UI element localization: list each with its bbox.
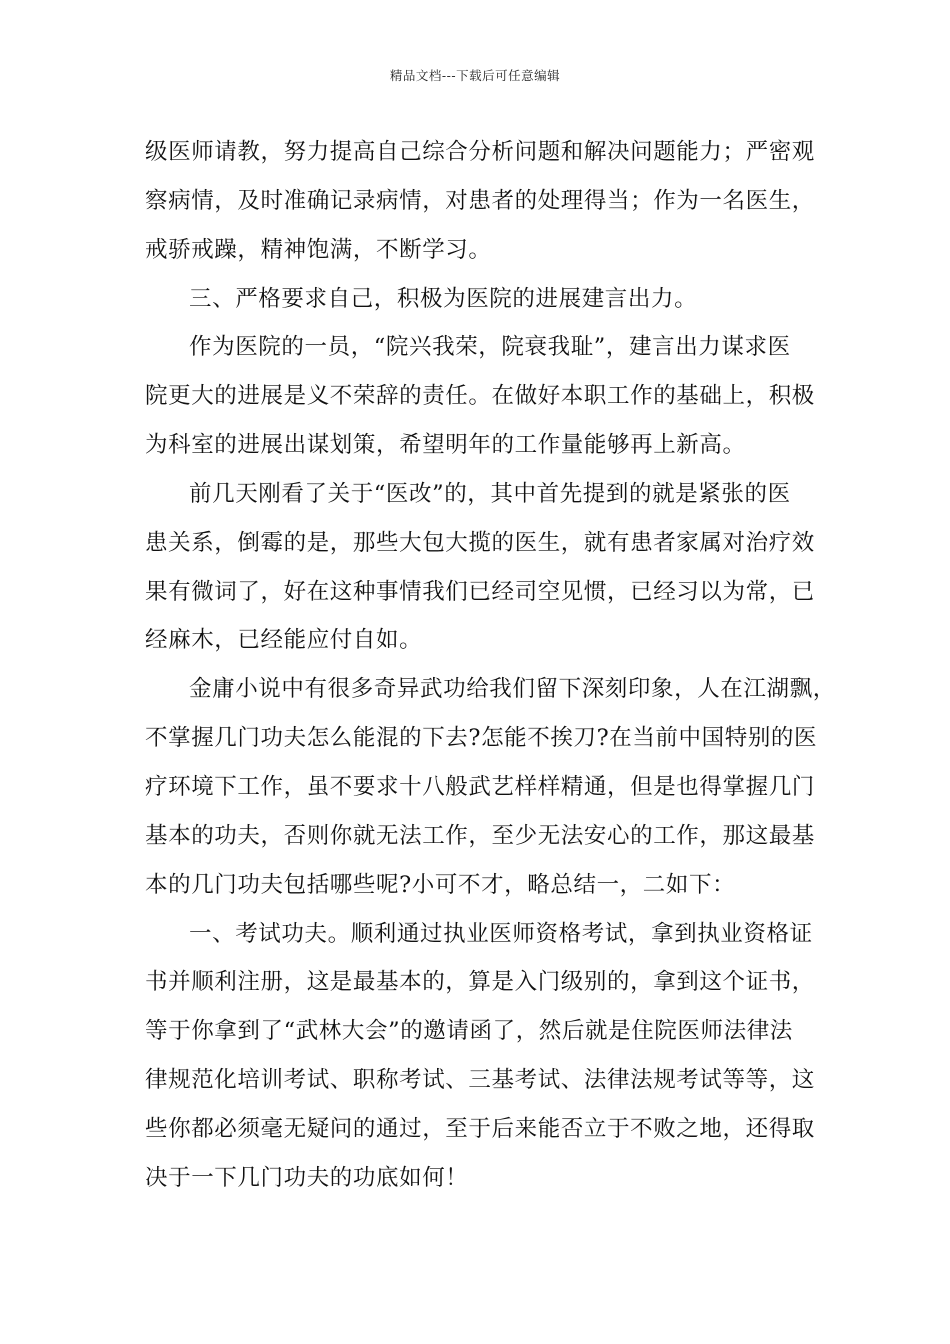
section-heading: 三、严格要求自己，积极为医院的进展建言出力。 [189,285,698,312]
text-line: 前几天刚看了关于“医改”的，其中首先提到的就是紧张的医 [189,480,791,507]
text-line: 等于你拿到了“武林大会”的邀请函了，然后就是住院医师法律法 [145,1018,793,1045]
text-line: 疗环境下工作，虽不要求十八般武艺样样精通，但是也得掌握几门 [145,773,815,800]
text-line: 作为医院的一员，“院兴我荣，院衰我耻”，建言出力谋求医 [189,334,791,361]
text-line: 级医师请教，努力提高自己综合分析问题和解决问题能力；严密观 [145,139,815,165]
text-line: 为科室的进展出谋划策，希望明年的工作量能够再上新高。 [145,432,746,459]
text-line: 戒骄戒躁，精神饱满，不断学习。 [145,236,492,263]
text-line: 患关系，倒霉的是，那些大包大揽的医生，就有患者家属对治疗效 [145,529,815,556]
text-line: 决于一下几门功夫的功底如何！ [145,1164,469,1191]
text-line: 书并顺利注册，这是最基本的，算是入门级别的，拿到这个证书， [145,969,815,996]
text-line: 经麻木，已经能应付自如。 [145,627,423,654]
text-line: 一、考试功夫。顺利通过执业医师资格考试，拿到执业资格证 [189,920,813,947]
text-line: 察病情，及时准确记录病情，对患者的处理得当；作为一名医生， [145,187,815,214]
text-line: 些你都必须毫无疑问的通过，至于后来能否立于不败之地，还得取 [145,1115,815,1142]
text-line: 律规范化培训考试、职称考试、三基考试、法律法规考试等等，这 [145,1067,815,1094]
text-line: 果有微词了，好在这种事情我们已经司空见惯，已经习以为常，已 [145,578,815,605]
document-body [145,128,836,1203]
text-line: 院更大的进展是义不荣辞的责任。在做好本职工作的基础上，积极 [145,383,815,410]
text-line: 基本的功夫，否则你就无法工作，至少无法安心的工作，那这最基 [145,822,815,849]
text-line: 金庸小说中有很多奇异武功给我们留下深刻印象，人在江湖飘， [189,676,836,703]
text-line: 不掌握几门功夫怎么能混的下去?怎能不挨刀?在当前中国特别的医 [145,725,818,752]
text-line: 本的几门功夫包括哪些呢?小可不才，略总结一，二如下： [145,871,736,898]
page-header: 精品文档---下载后可任意编辑 [389,68,561,83]
